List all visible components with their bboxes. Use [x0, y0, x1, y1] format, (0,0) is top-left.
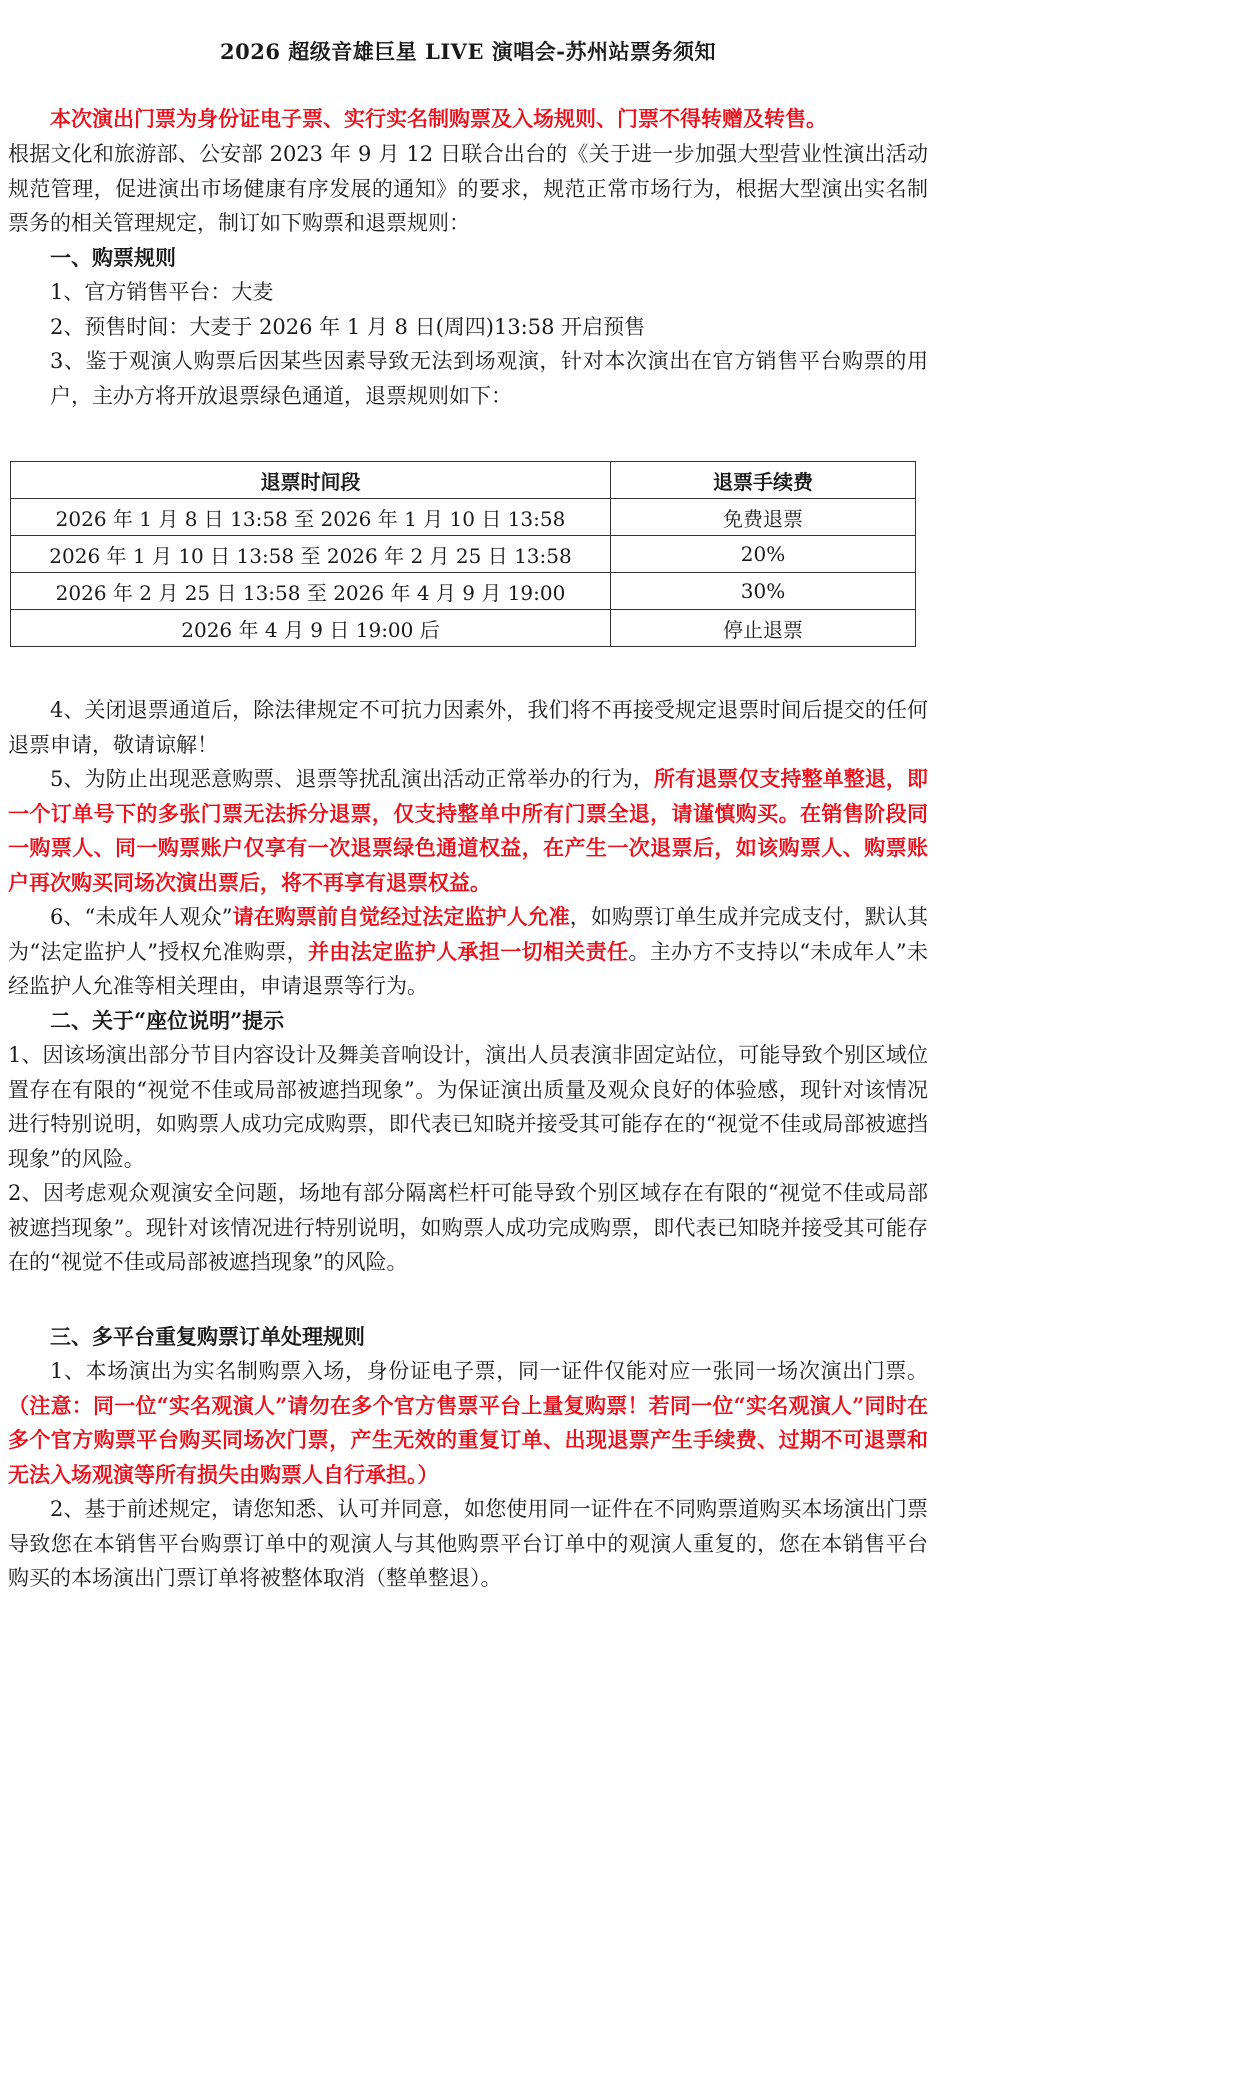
refund-table-header-period: 退票时间段 — [11, 462, 611, 499]
section2-item2: 2、因考虑观众观演安全问题，场地有部分隔离栏杆可能导致个别区域存在有限的“视觉不佳或局部被遮挡现象”。现针对该情况进行特别说明，如购票人成功完成购票，即代表已知晓并接受其可能存在的“视觉不佳或局部被遮挡现象”的风险。 — [8, 1181, 928, 1274]
item6-text-a: 6、“未成年人观众” — [50, 905, 233, 929]
refund-period-cell: 2026 年 1 月 10 日 13:58 至 2026 年 2 月 25 日 13:58 — [11, 536, 611, 573]
refund-period-cell: 2026 年 1 月 8 日 13:58 至 2026 年 1 月 10 日 13:58 — [11, 499, 611, 536]
table-row — [11, 536, 916, 573]
section1-item4: 4、关闭退票通道后，除法律规定不可抗力因素外，我们将不再接受规定退票时间后提交的任何退票申请，敬请谅解！ — [8, 698, 928, 757]
refund-fee-cell: 停止退票 — [611, 610, 916, 647]
section1-item5 — [8, 762, 928, 900]
section1-item1: 1、官方销售平台：大麦 — [50, 280, 274, 304]
table-row — [11, 610, 916, 647]
section1-heading: 一、购票规则 — [50, 244, 176, 270]
section3-item2: 2、基于前述规定，请您知悉、认可并同意，如您使用同一证件在不同购票道购买本场演出门票导致您在本销售平台购票订单中的观演人与其他购票平台订单中的观演人重复的，您在本销售平台购买的本场演出门票订单将被整体取消（整单整退）。 — [8, 1497, 928, 1590]
refund-table — [10, 461, 916, 647]
item6-red-emphasis-2: 并由法定监护人承担一切相关责任 — [307, 938, 629, 964]
refund-table-header-fee: 退票手续费 — [611, 462, 916, 499]
item6-text-c: 。主办方不支持以“未成年人”未经监护人允准等相关理由，申请退票等行为。 — [8, 939, 928, 998]
section1-item2: 2、预售时间：大麦于 2026 年 1 月 8 日(周四)13:58 开启预售 — [50, 314, 646, 339]
refund-period-cell: 2026 年 2 月 25 日 13:58 至 2026 年 4 月 9 月 19:00 — [11, 573, 611, 610]
section1-item6 — [8, 900, 928, 1004]
item6-red-emphasis-1: 请在购票前自觉经过法定监护人允准 — [232, 904, 570, 929]
section2-heading: 二、关于“座位说明”提示 — [50, 1007, 285, 1033]
lead-notice: 本次演出门票为身份证电子票、实行实名制购票及入场规则、门票不得转赠及转售。 — [50, 106, 827, 131]
section3-item1-text: 1、本场演出为实名制购票入场，身份证电子票，同一证件仅能对应一张同一场次演出门票。 — [50, 1359, 928, 1383]
page-title: 2026 超级音雄巨星 LIVE 演唱会-苏州站票务须知 — [220, 39, 716, 64]
item5-text: 5、为防止出现恶意购票、退票等扰乱演出活动正常举办的行为， — [50, 767, 654, 791]
table-row — [11, 499, 916, 536]
intro-paragraph: 根据文化和旅游部、公安部 2023 年 9 月 12 日联合出台的《关于进一步加强大型营业性演出活动规范管理，促进演出市场健康有序发展的通知》的要求，规范正常市场行为，根据大型演出实名制票务的相关管理规定，制订如下购票和退票规则： — [8, 142, 928, 235]
refund-fee-cell: 20% — [611, 536, 916, 573]
refund-fee-cell: 30% — [611, 573, 916, 610]
refund-fee-cell: 免费退票 — [611, 499, 916, 536]
section3-item1 — [8, 1354, 928, 1492]
section2-item1: 1、因该场演出部分节目内容设计及舞美音响设计，演出人员表演非固定站位，可能导致个别区域位置存在有限的“视觉不佳或局部被遮挡现象”。为保证演出质量及观众良好的体验感，现针对该情况进行特别说明，如购票人成功完成购票，即代表已知晓并接受其可能存在的“视觉不佳或局部被遮挡现象”的风险。 — [8, 1043, 928, 1171]
refund-table-header-row — [11, 462, 916, 499]
item6-text-b: ，如购票订单生成并完成支付，默认其为“法定监护人”授权允准购票， — [8, 905, 928, 964]
section3-heading: 三、多平台重复购票订单处理规则 — [50, 1323, 365, 1349]
section3-item1-red-note: （注意：同一位“实名观演人”请勿在多个官方售票平台上量复购票！若同一位“实名观演人”同时在多个官方购票平台购买同场次门票，产生无效的重复订单、出现退票产生手续费、过期不可退票和无法入场观演等所有损失由购票人自行承担。） — [8, 1392, 928, 1487]
table-row — [11, 573, 916, 610]
section1-item3: 3、鉴于观演人购票后因某些因素导致无法到场观演，针对本次演出在官方销售平台购票的用户，主办方将开放退票绿色通道，退票规则如下： — [50, 349, 928, 408]
refund-period-cell: 2026 年 4 月 9 日 19:00 后 — [11, 610, 611, 647]
item5-red-emphasis: 所有退票仅支持整单整退，即一个订单号下的多张门票无法拆分退票，仅支持整单中所有门票全退，请谨慎购买。在销售阶段同一购票人、同一购票账户仅享有一次退票绿色通道权益，在产生一次退票后，如该购票人、购票账户再次购买同场次演出票后，将不再享有退票权益。 — [8, 766, 929, 895]
